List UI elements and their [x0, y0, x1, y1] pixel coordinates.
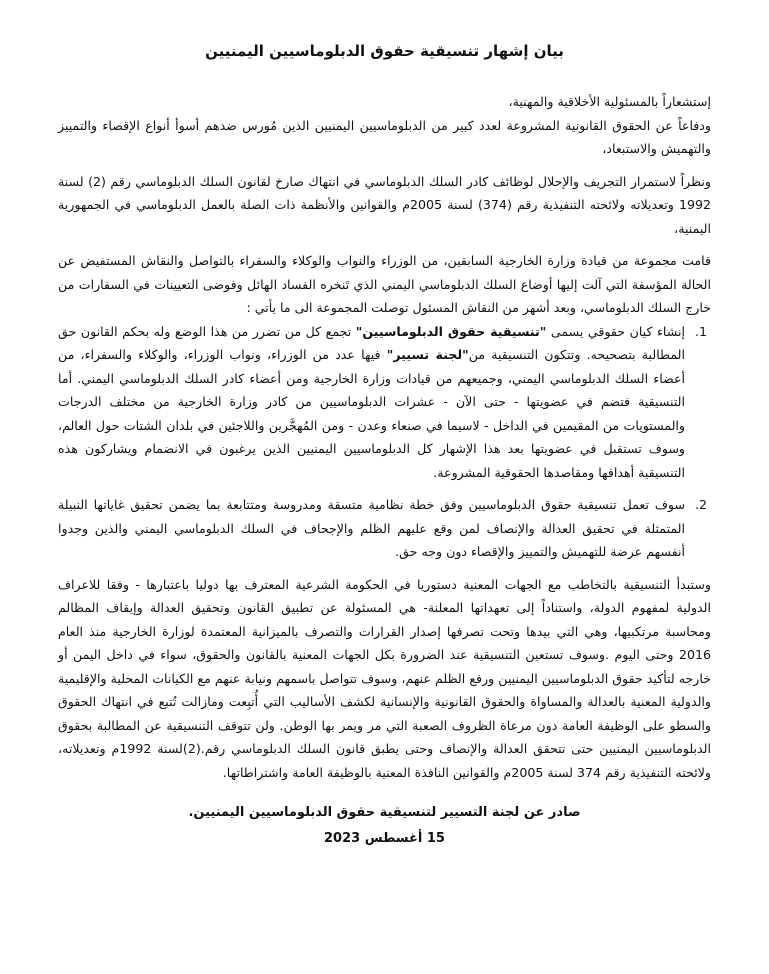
spacer: [58, 564, 711, 573]
committee-name: "لجنة تسيير": [386, 347, 469, 362]
list-item: [58, 320, 691, 485]
document-title: بيان إشهار تنسيقية حقوق الدبلوماسيين اليمنيين: [205, 42, 564, 60]
paragraph-intro: إستشعاراً بالمسئولية الأخلاقية والمهنية،: [508, 94, 711, 109]
spacer: [58, 240, 711, 249]
paragraph-group: قامت مجموعة من قيادة وزارة الخارجية السابقين، من الوزراء والنواب والوكلاء والسفراء بالتواصل والنقاش المستفيض عن الحالة المؤسفة التي آلت إليها أوضاع السلك الدبلوماسي اليمني الذي تَنخره الفساد الهائل وفوضى التعيينات في السفارات من خارج السلك الدبلوماسي، وبعد أشهر من النقاش المسئول توصلت المجموعة الى ما يأتي :: [58, 253, 711, 315]
date-line: 15 أغسطس 2023: [324, 831, 445, 846]
entity-name: "تنسيقية حقوق الدبلوماسيين": [355, 323, 547, 339]
issuer-line: صادر عن لجنة التسيير لتنسيقية حقوق الدبلوماسيين اليمنيين.: [188, 805, 581, 820]
paragraph-closing: وستبدأ التنسيقية بالتخاطب مع الجهات المعنية دستوريا في الحكومة الشرعية المعترف بها دوليا باعتبارها - وفقا للاعراف الدولية لمفهوم الدولة، واستناداً إلى تعهداتها المعلنة- هي المسئولة عن تطبيق القانون وتحقيق العدالة وإيقاف المظالم ومحاسبة مرتكبيها، وهي التي بيدها وتحت تصرفها إصدار القرارات والتصرف بالميزانية المعتمدة لوزارة الخارجية منذ العام 2016 وحتى اليوم .وسوف تستعين التنسيقية عند الضرورة بكل الجهات المعنية بالقانون والحقوق، سواء في داخل اليمن أو خارجه لتأكيد حقوق الدبلوماسيين اليمنيين ورفع الظلم عنهم، وسوف تتواصل باسمهم ونيابة عنهم مع الكيانات المحلية والإقليمية والدولية المعنية بالعدالة والمساواة والحقوق القانونية والإنسانية لكشف الأساليب التي أُتبِعت ومازالت تُتبع في انتهاك الحقوق والسطو على الوظيفة العامة دون مرعاة الظروف الصعبة التي مر ويمر بها الوطن. ولن تتوقف التنسيقية عن المطالبة بحقوق الدبلوماسيين اليمنيين حتى تتحقق العدالة والإنصاف وحتى يطبق قانون السلك الدبلوماسي رقم.(2)لسنة 1992م وتعديلاته، ولائحته التنفيذية رقم 374 لسنة 2005م والقوانين النافذة المعنية بالوظيفة العامة واشتراطاتها.: [58, 576, 712, 780]
list-item-text: سوف تعمل تنسيقية حقوق الدبلوماسيين وفق خطة نظامية متسقة ومدروسة ومتتابعة بما يضمن تحقيق غاياتها النبيلة المتمثلة في تحقيق العدالة والإنصاف لمن وقع عليهم الظلم والإجحاف في السلك الدبلوماسي اليمني والذين وجدوا أنفسهم عرضة للتهميش والتمييز والإقصاء دون وجه حق.: [58, 497, 685, 559]
list-item: [58, 493, 691, 564]
signature-block: [58, 800, 711, 852]
spacer: [58, 161, 711, 170]
paragraph-defense: ودفاعاً عن الحقوق القانونية المشروعة لعدد كبير من الدبلوماسيين اليمنيين الذين مُورس ضدهم أسوأ أنواع الإقصاء والتمييز والتهميش والاستبعاد،: [58, 117, 711, 156]
list-item-text: تجمع كل من تضرر من هذا الوضع وله بحكم القانون حق المطالبة بتصحيحه. وتتكون التنسيقية من: [58, 323, 685, 362]
paragraph-reason: ونظراً لاستمرار التجريف والإحلال لوظائف كادر السلك الدبلوماسي في انتهاك صارخ لقانون السلك الدبلوماسي رقم (2) لسنة 1992 وتعديلاته ولائحته التنفيذية رقم (374) لسنة 2005م والقوانين والأنظمة ذات الصلة بالعمل الدبلوماسي في الجمهورية اليمنية،: [58, 173, 712, 236]
list-item-text: إنشاء كيان حقوقي يسمى: [546, 323, 685, 339]
list-item-text: فيها عدد من الوزراء، ونواب الوزراء، والوكلاء والسفراء، من أعضاء السلك الدبلوماسي اليمني، وجميعهم من قيادات وزارة الخارجية ومن أعضاء كادر السلك الدبلوماسي اليمني. أما التنسيقية فتضم في عضويتها - حتى الآن - عشرات الدبلوماسيين من كادر وزارة الخارجية من مختلف الدرجات والمستويات من المقيمين في الداخل - لاسيما في صنعاء وعدن - ومن المُهجَّرين واللاجئين في بلدان الشتات حول العالم، وسوف تستقبل في عضويتها بعد هذا الإشهار كل الدبلوماسيين اليمنيين الذين يرغبون في الانضمام ويشاركون هذه التنسيقية أهدافها ومقاصدها الحقوقية المشروعة.: [58, 347, 685, 480]
resolutions-list: [58, 320, 711, 564]
